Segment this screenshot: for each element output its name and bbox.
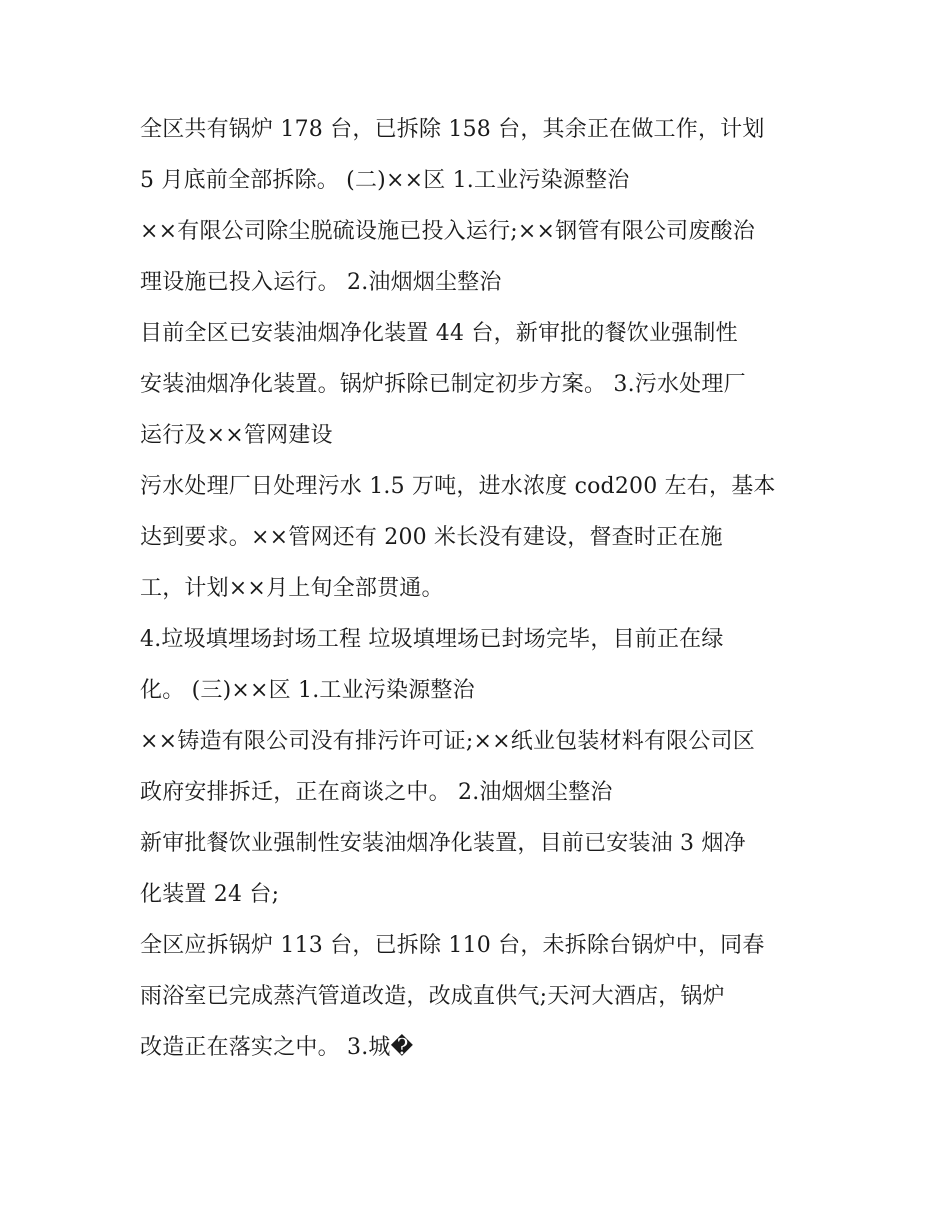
text-line: 4.垃圾填埋场封场工程 垃圾填埋场已封场完毕，目前正在绿 (140, 627, 724, 652)
text-line: 工，计划××月上旬全部贯通。 (140, 576, 444, 601)
text-line: 达到要求。××管网还有 200 米长没有建设，督查时正在施 (140, 525, 723, 550)
text-line: 新审批餐饮业强制性安装油烟净化装置，目前已安装油 3 烟净 (140, 831, 746, 856)
text-line: 雨浴室已完成蒸汽管道改造，改成直供气;天河大酒店，锅炉 (140, 984, 725, 1009)
text-line: ××铸造有限公司没有排污许可证;××纸业包装材料有限公司区 (140, 729, 755, 754)
text-line: 安装油烟净化装置。锅炉拆除已制定初步方案。 3.污水处理厂 (140, 372, 746, 397)
text-line: 理设施已投入运行。 2.油烟烟尘整治 (140, 270, 502, 295)
text-line: 全区应拆锅炉 113 台，已拆除 110 台，未拆除台锅炉中，同春 (140, 933, 765, 958)
text-line: 全区共有锅炉 178 台，已拆除 158 台，其余正在做工作，计划 (140, 117, 765, 142)
text-line: 改造正在落实之中。 3.城� (140, 1035, 414, 1060)
text-line: 化。 (三)××区 1.工业污染源整治 (140, 678, 475, 703)
text-line: 化装置 24 台; (140, 882, 280, 907)
text-line: 5 月底前全部拆除。 (二)××区 1.工业污染源整治 (140, 168, 630, 193)
text-line: 目前全区已安装油烟净化装置 44 台，新审批的餐饮业强制性 (140, 321, 738, 346)
text-line: 污水处理厂日处理污水 1.5 万吨，进水浓度 cod200 左右，基本 (140, 474, 776, 499)
text-line: 政府安排拆迁，正在商谈之中。 2.油烟烟尘整治 (140, 780, 613, 805)
text-line: ××有限公司除尘脱硫设施已投入运行;××钢管有限公司废酸治 (140, 219, 755, 244)
document-body (140, 104, 820, 1073)
text-line: 运行及××管网建设 (140, 423, 333, 448)
